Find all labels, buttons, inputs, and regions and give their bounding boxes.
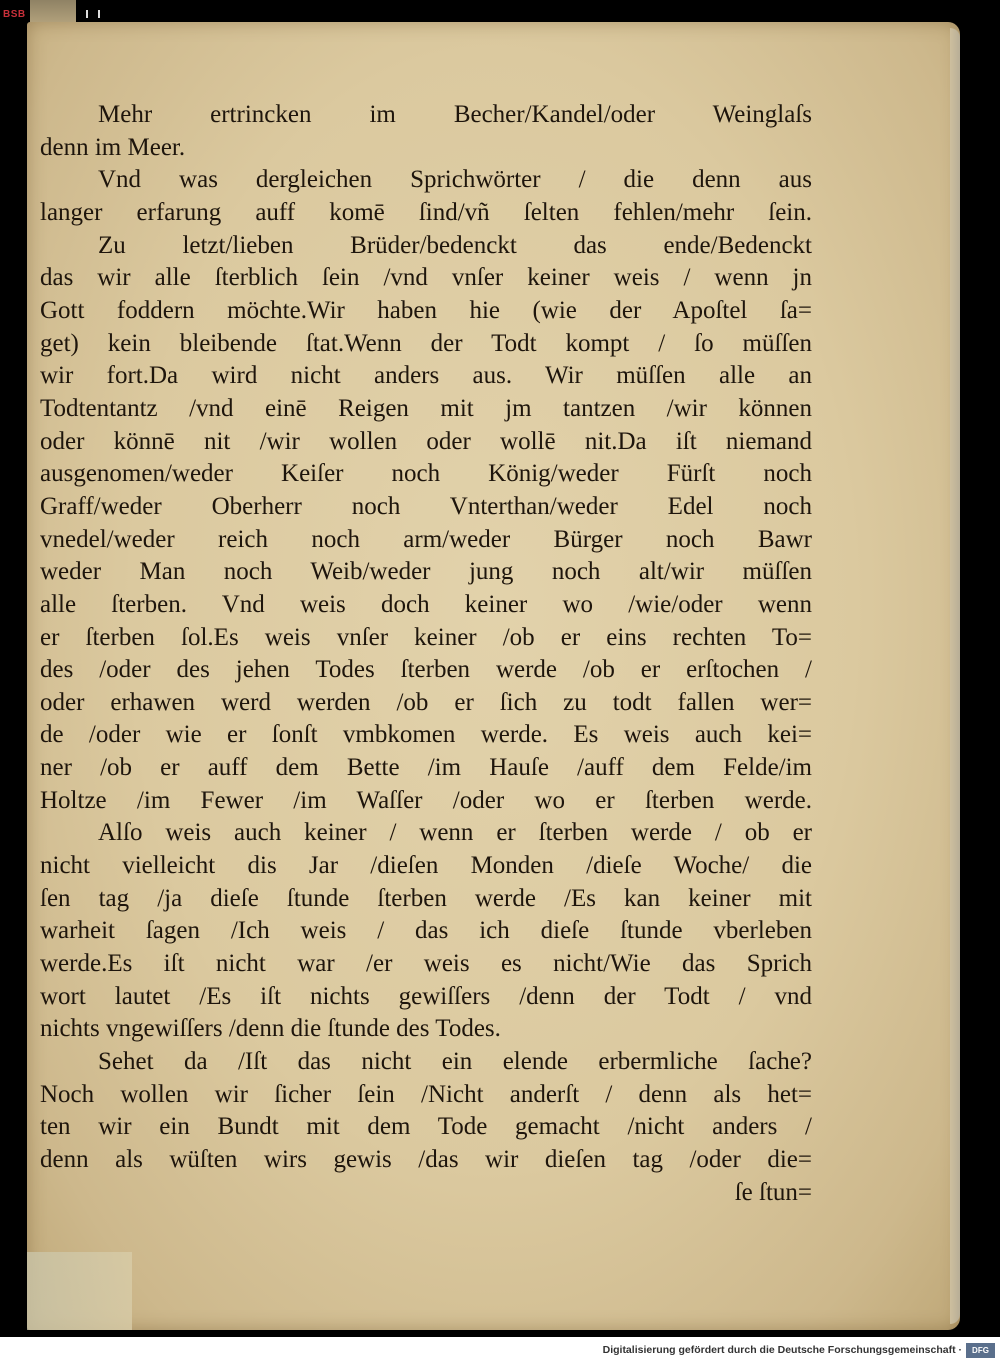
text-line-content: de /oder wie er ſonſt vmbkomen werde. Es weis auch kei=: [40, 721, 812, 749]
text-line: [40, 99, 812, 132]
text-line-content: nichts vngewiſſers /denn die ſtunde des Todes.: [40, 1015, 501, 1043]
text-line: [40, 262, 812, 295]
text-line: [40, 393, 812, 426]
text-line-content: nicht vielleicht dis Jar /dieſen Monden /dieſe Woche/ die: [40, 852, 812, 880]
text-line-content: langer erfarung auff komē ſind/vñ ſelten fehlen/mehr ſein.: [40, 198, 812, 226]
text-line-content: Graff/weder Oberherr noch Vnterthan/weder Edel noch: [40, 492, 812, 520]
text-line-content: oder erhawen werd werden /ob er ſich zu todt fallen wer=: [40, 688, 812, 716]
text-line: [40, 622, 812, 655]
text-line: [40, 132, 812, 165]
text-line: [40, 1144, 812, 1177]
catchword: [40, 1177, 812, 1210]
page-edge: [950, 28, 960, 1324]
text-line-content: vnedel/weder reich noch arm/weder Bürger noch Bawr: [40, 525, 812, 553]
text-line-content: denn im Meer.: [40, 133, 186, 161]
text-line-content: alle ſterben. Vnd weis doch keiner wo /wie/oder wenn: [40, 590, 812, 618]
text-line-content: warheit ſagen /Ich weis / das ich dieſe ſtunde vberleben: [40, 917, 812, 945]
text-line-content: denn als wüſten wirs gewis /das wir dieſen tag /oder die=: [40, 1146, 812, 1173]
text-line-content: werde.Es iſt nicht war /er weis es nicht/Wie das Sprich: [40, 950, 812, 978]
text-line: [40, 883, 812, 916]
text-line-content: Holtze /im Fewer /im Waſſer /oder wo er ſterben werde.: [40, 786, 812, 814]
text-line: [40, 328, 812, 361]
text-line: [40, 1111, 812, 1144]
text-line: [40, 850, 812, 883]
dfg-logo: DFG: [966, 1343, 995, 1358]
text-line-content: weder Man noch Weib/weder jung noch alt/wir müſſen: [40, 558, 812, 586]
text-line: [40, 589, 812, 622]
text-line: [40, 752, 812, 785]
scan-ruler-mark: [86, 10, 88, 18]
scan-ruler-mark: [98, 10, 100, 18]
text-line-content: Sehet da /Iſt das nicht ein elende erbermliche ſache?: [98, 1048, 812, 1076]
text-line: [40, 458, 812, 491]
binding-tab: [30, 0, 76, 24]
text-line: [40, 915, 812, 948]
text-line-content: ten wir ein Bundt mit dem Tode gemacht /nicht anders /: [40, 1113, 812, 1141]
bsb-logo: BSB: [3, 9, 26, 20]
text-line: [40, 687, 812, 720]
text-line-content: er ſterben ſol.Es weis vnſer keiner /ob er eins rechten To=: [40, 623, 812, 651]
text-line-content: Mehr ertrincken im Becher/Kandel/oder Weinglaſs: [98, 101, 812, 128]
text-line-content: Alſo weis auch keiner / wenn er ſterben werde / ob er: [98, 819, 812, 847]
text-line-content: Zu letzt/lieben Brüder/bedenckt das ende/Bedenckt: [98, 231, 812, 259]
funding-notice: Digitalisierung gefördert durch die Deutsche Forschungsgemeinschaft ·: [602, 1344, 962, 1356]
page-text: [40, 99, 812, 1209]
text-line: [40, 230, 812, 263]
text-line-content: Vnd was dergleichen Sprichwörter / die denn aus: [98, 166, 812, 194]
text-line-content: Gott foddern möchte.Wir haben hie (wie der Apoſtel ſa=: [40, 296, 812, 324]
text-line-content: oder könnē nit /wir wollen oder wollē nit.Da iſt niemand: [40, 427, 812, 455]
text-line: [40, 556, 812, 589]
book-page: [27, 22, 960, 1330]
text-line: [40, 426, 812, 459]
text-line: [40, 948, 812, 981]
footer-bar: [0, 1337, 1000, 1363]
text-line: [40, 654, 812, 687]
text-line-content: wir fort.Da wird nicht anders aus. Wir müſſen alle an: [40, 362, 812, 390]
text-line: [40, 1046, 812, 1079]
text-line: [40, 164, 812, 197]
text-line: [40, 295, 812, 328]
text-line-content: Noch wollen wir ſicher ſein /Nicht anderſt / denn als het=: [40, 1080, 812, 1108]
text-line-content: das wir alle ſterblich ſein /vnd vnſer keiner weis / wenn jn: [40, 264, 812, 292]
binding-strip: [27, 1252, 132, 1330]
text-line: [40, 491, 812, 524]
text-line: [40, 1013, 812, 1046]
text-line-content: ner /ob er auff dem Bette /im Hauſe /auff dem Felde/im: [40, 754, 812, 782]
text-line: [40, 524, 812, 557]
text-line: [40, 360, 812, 393]
text-line-content: ausgenomen/weder Keiſer noch König/weder Fürſt noch: [40, 460, 812, 488]
text-line-content: get) kein bleibende ſtat.Wenn der Todt kompt / ſo müſſen: [40, 329, 812, 357]
text-line: [40, 197, 812, 230]
text-line: [40, 785, 812, 818]
text-line: [40, 981, 812, 1014]
text-line-content: ſen tag /ja dieſe ſtunde ſterben werde /Es kan keiner mit: [40, 884, 812, 912]
text-line-content: des /oder des jehen Todes ſterben werde /ob er erſtochen /: [40, 656, 812, 684]
text-line-content: Todtentantz /vnd einē Reigen mit jm tantzen /wir können: [40, 394, 812, 422]
text-line: [40, 719, 812, 752]
text-line: [40, 1079, 812, 1112]
text-line-content: wort lautet /Es iſt nichts gewiſſers /denn der Todt / vnd: [40, 982, 812, 1010]
catchword-text: ſe ſtun=: [734, 1178, 812, 1206]
text-line: [40, 817, 812, 850]
